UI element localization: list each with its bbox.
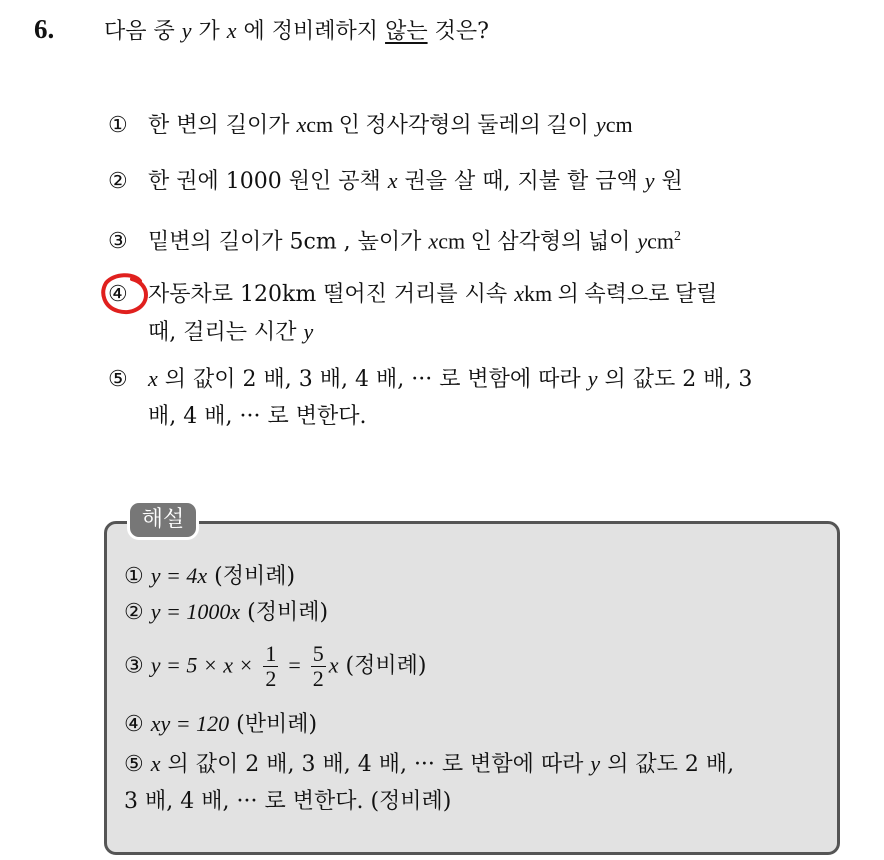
explanation-line-1: ① y = 4x (정비례) (124, 563, 296, 589)
underlined-word: 않는 (385, 19, 428, 44)
option-1[interactable]: ① 한 변의 길이가 xcm 인 정사각형의 둘레의 길이 ycm (108, 112, 633, 138)
option-5[interactable]: ⑤ x 의 값이 2 배, 3 배, 4 배, ··· 로 변함에 따라 y 의 값도 2 배, 3 (108, 366, 753, 392)
question-number: 6. (34, 14, 55, 44)
option-4[interactable]: ④ 자동차로 120km 떨어진 거리를 시속 xkm 의 속력으로 달릴 (108, 281, 718, 307)
explanation-tag: 해설 (127, 500, 199, 540)
explanation-line-2: ② y = 1000x (정비례) (124, 599, 329, 625)
explanation-line-3: ③ y = 5 × x × $\frac{1}{2}$ = $\frac{5}{2}$ x (정비례) (124, 641, 427, 691)
option-2[interactable]: ② 한 권에 1000 원인 공책 x 권을 살 때, 지불 할 금액 y 원 (108, 168, 683, 194)
fraction-five-halves: $\frac{5}{2}$ (312, 641, 324, 691)
explanation-line-5b: 3 배, 4 배, ··· 로 변한다. (정비례) (124, 789, 452, 814)
question-text: 다음 중 y 가 x 에 정비례하지 않는 것은? (104, 18, 489, 44)
fraction-one-half: $\frac{1}{2}$ (265, 641, 277, 691)
option-5-line2: 배, 4 배, ··· 로 변한다. (148, 404, 367, 429)
option-4-line2: 때, 걸리는 시간 y (148, 319, 314, 345)
explanation-line-5: ⑤ x 의 값이 2 배, 3 배, 4 배, ··· 로 변함에 따라 y 의 값도 2 배, (124, 751, 735, 777)
option-3[interactable]: ③ 밑변의 길이가 5cm , 높이가 xcm 인 삼각형의 넓이 ycm$^2$ (108, 228, 681, 255)
explanation-line-4: ④ xy = 120 (반비례) (124, 711, 318, 737)
